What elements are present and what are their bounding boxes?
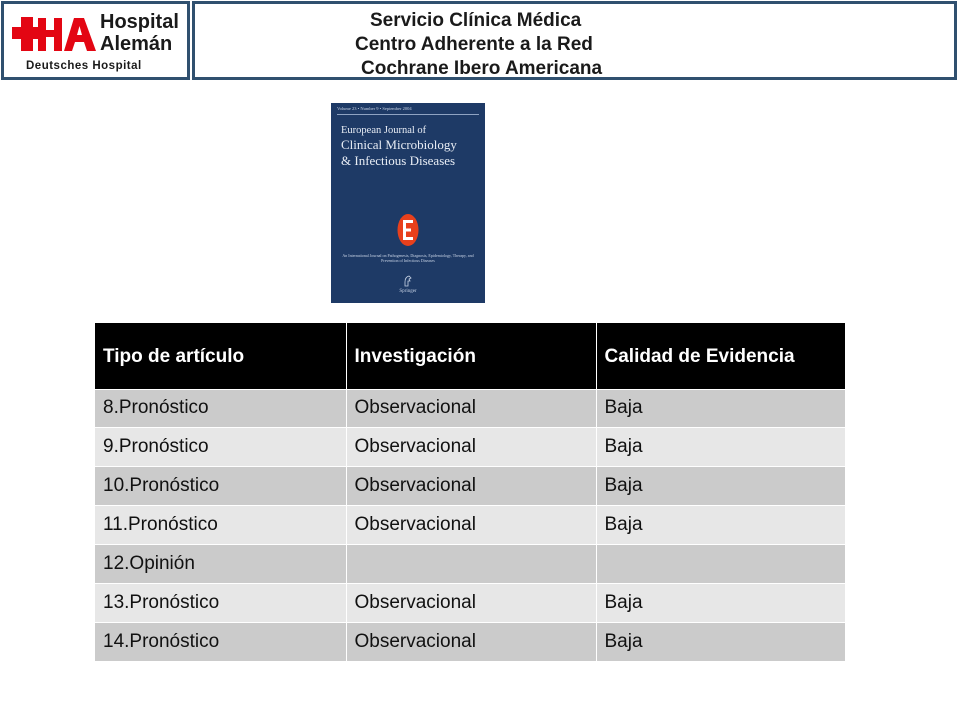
cell-calidad: Baja [596,583,845,622]
springer-knight-icon [403,275,413,287]
table-row [95,622,845,661]
cover-publisher: Springer [399,289,417,294]
hospital-cross-logo-icon [10,12,100,58]
cover-volume-line: Volume 23 • Number 9 • September 2004 [337,106,412,111]
cell-tipo: 14.Pronóstico [95,622,346,661]
evidence-table [95,323,845,661]
journal-cover-image [331,103,485,303]
cell-tipo: 9.Pronóstico [95,428,346,467]
cell-investigacion: Observacional [346,583,596,622]
cell-investigacion: Observacional [346,467,596,506]
cell-investigacion [346,545,596,584]
header-calidad-evidencia: Calidad de Evidencia [596,323,845,389]
cell-calidad: Baja [596,506,845,545]
table-row [95,467,845,506]
header-tipo-articulo: Tipo de artículo [95,323,346,389]
cell-calidad: Baja [596,622,845,661]
logo-text-aleman: Alemán [100,33,173,55]
journal-emblem-icon [397,213,419,247]
cell-tipo: 8.Pronóstico [95,389,346,428]
cell-investigacion: Observacional [346,506,596,545]
table-header-row [95,323,845,389]
header-line-center: Centro Adherente a la Red [355,34,593,55]
logo-text-deutsches: Deutsches Hospital [26,60,142,72]
cell-investigacion: Observacional [346,622,596,661]
header-investigacion: Investigación [346,323,596,389]
cell-tipo: 12.Opinión [95,545,346,584]
cell-calidad: Baja [596,467,845,506]
cover-subtitle: An International Journal on Pathogenesis, Diagnosis, Epidemiology, Therapy, and Prevention of Infectious Diseases [342,253,474,263]
cell-tipo: 10.Pronóstico [95,467,346,506]
header-line-cochrane: Cochrane Ibero Americana [361,58,603,79]
cell-investigacion: Observacional [346,389,596,428]
table-row [95,506,845,545]
hospital-logo [1,1,190,80]
table-row [95,545,845,584]
cover-rule [337,114,479,115]
logo-text-hospital: Hospital [100,11,179,33]
table-row [95,389,845,428]
table-row [95,428,845,467]
header-line-service: Servicio Clínica Médica [370,10,582,31]
cell-calidad: Baja [596,428,845,467]
cover-title-line-2: Clinical Microbiology [341,137,457,152]
header-band [0,0,960,86]
cell-tipo: 13.Pronóstico [95,583,346,622]
table-row [95,583,845,622]
cover-title-line-3: & Infectious Diseases [341,153,456,168]
cell-tipo: 11.Pronóstico [95,506,346,545]
cell-investigacion: Observacional [346,428,596,467]
cell-calidad [596,545,845,584]
header-title-box [192,1,957,80]
cover-title-line-1: European Journal of [341,125,427,136]
cell-calidad: Baja [596,389,845,428]
